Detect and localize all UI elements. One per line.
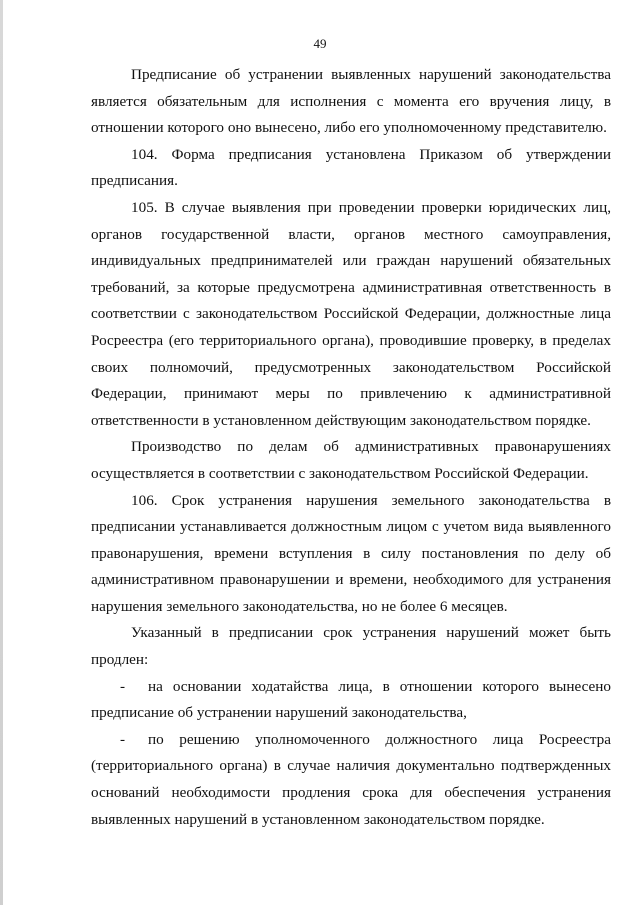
list-item-decision <box>91 727 611 833</box>
paragraph-prescription-binding: Предписание об устранении выявленных нарушений законодательства является обязательным для исполнения с момента его вручения лицу, в отношении которого оно вынесено, либо его уполномоченному представителю. <box>91 66 611 137</box>
list-item-text: по решению уполномоченного должностного лица Росреестра (территориального органа) в случае наличия документально подтвержденных оснований необходимости продления срока для обеспечения устранения выявленных нарушений в установленном законодательством порядке. <box>91 730 611 828</box>
paragraph-105: 105. В случае выявления при проведении проверки юридических лиц, органов государственной власти, органов местного самоуправления, индивидуальных предпринимателей или граждан нарушений обязательных требований, за которые предусмотрена административная ответственность в соответствии с законодательством Российской Федерации, должностные лица Росреестра (его территориального органа), проводившие проверку, в пределах своих полномочий, предусмотренных законодательством Российской Федерации, принимают меры по привлечению к административной ответственности в установленном действующим законодательством порядке. <box>91 198 611 429</box>
paragraph-proceedings: Производство по делам об административных правонарушениях осуществляется в соответствии с законодательством Российской Федерации. <box>91 438 611 482</box>
scan-edge <box>0 0 3 905</box>
paragraph-104: 104. Форма предписания установлена Приказом об утверждении предписания. <box>91 145 611 190</box>
list-item-petition <box>91 674 611 727</box>
paragraph-106: 106. Срок устранения нарушения земельного законодательства в предписании устанавливается должностным лицом с учетом вида выявленного правонарушения, времени вступления в силу постановления по делу об административном правонарушении и времени, необходимого для устранения нарушения земельного законодательства, но не более 6 месяцев. <box>91 491 611 615</box>
paragraph-extension: Указанный в предписании срок устранения нарушений может быть продлен: <box>91 624 611 669</box>
list-item-text: на основании ходатайства лица, в отношении которого вынесено предписание об устранении нарушений законодательства, <box>91 677 611 722</box>
document-body <box>91 62 611 833</box>
list-dash: - <box>120 677 126 695</box>
page-number: 49 <box>313 36 327 51</box>
list-dash: - <box>120 730 126 748</box>
